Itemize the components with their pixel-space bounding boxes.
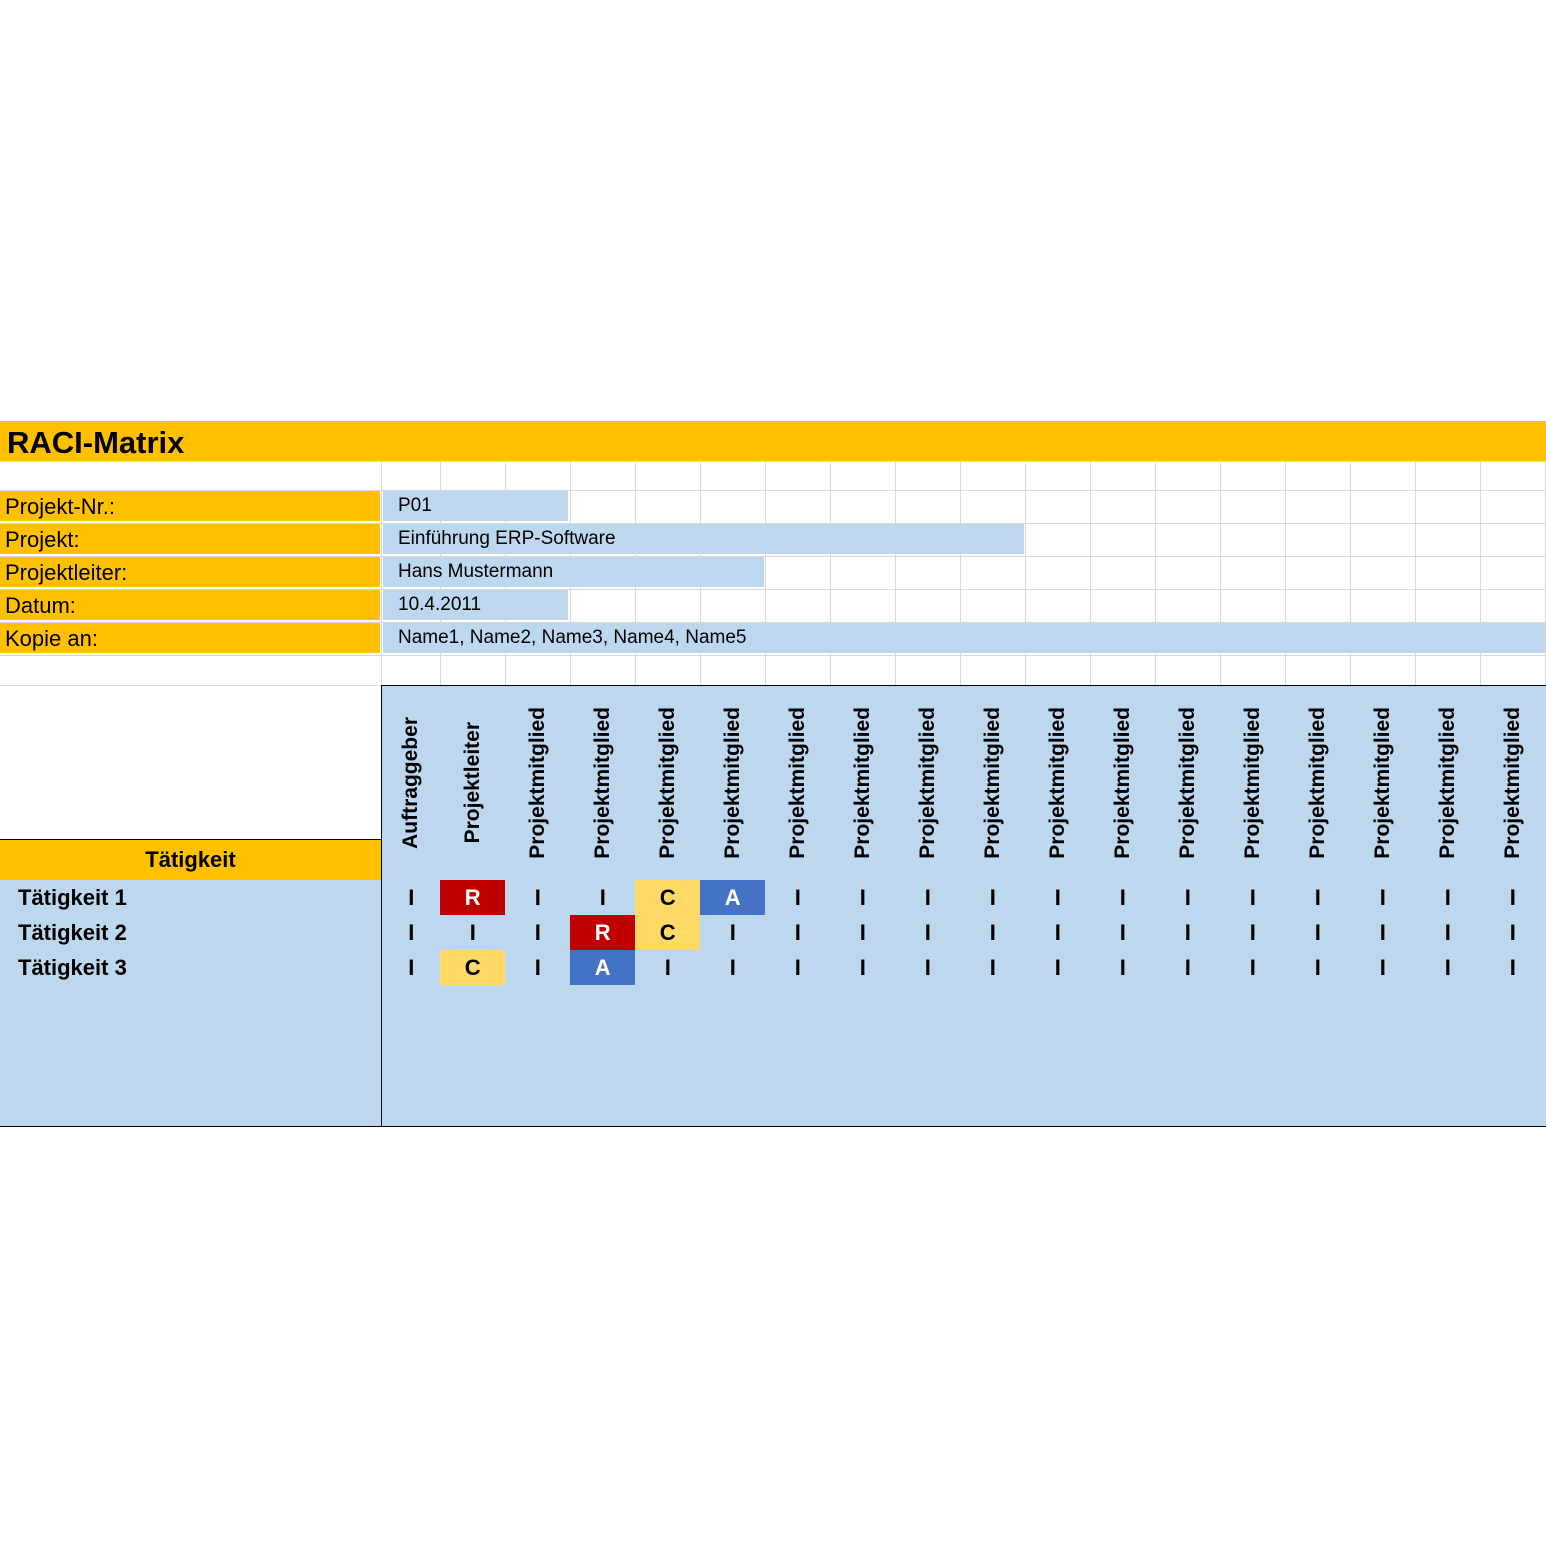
role-header-label: Projektmitglied <box>1370 707 1394 859</box>
raci-cell[interactable]: I <box>1025 880 1092 917</box>
empty-cell[interactable] <box>1090 1020 1157 1057</box>
empty-cell[interactable] <box>1350 1090 1417 1127</box>
empty-cell[interactable] <box>1480 1055 1546 1092</box>
empty-cell[interactable] <box>570 1090 637 1127</box>
role-header-label: Projektmitglied <box>590 707 614 859</box>
empty-cell[interactable] <box>700 1090 767 1127</box>
raci-cell[interactable]: I <box>440 915 507 952</box>
empty-cell[interactable] <box>1090 1055 1157 1092</box>
role-header-label: Projektmitglied <box>655 707 679 859</box>
role-header-label: Projektmitglied <box>1500 707 1524 859</box>
info-label: Projekt-Nr.: <box>0 491 380 521</box>
raci-cell[interactable]: I <box>381 880 442 917</box>
role-header-label: Projektmitglied <box>720 707 744 859</box>
task-label[interactable]: Tätigkeit 1 <box>0 880 382 917</box>
empty-cell[interactable] <box>1155 1020 1222 1057</box>
role-header <box>1220 685 1287 881</box>
empty-cell[interactable] <box>765 1090 832 1127</box>
role-header-label: Projektmitglied <box>1045 707 1069 859</box>
empty-cell[interactable] <box>635 985 702 1022</box>
raci-cell[interactable]: I <box>505 915 572 952</box>
sheet-title: RACI-Matrix <box>0 421 1546 462</box>
raci-cell[interactable]: I <box>895 880 962 917</box>
info-value[interactable]: Einführung ERP-Software <box>383 524 1024 554</box>
empty-cell[interactable] <box>960 985 1027 1022</box>
role-header <box>440 685 507 881</box>
empty-cell[interactable] <box>1025 1090 1092 1127</box>
raci-cell[interactable]: I <box>1090 915 1157 952</box>
role-header <box>1090 685 1157 881</box>
raci-cell[interactable]: I <box>830 915 897 952</box>
role-header-label: Projektmitglied <box>1175 707 1199 859</box>
empty-task-cell[interactable] <box>0 1020 382 1057</box>
role-header-label: Projektmitglied <box>980 707 1004 859</box>
role-header-label: Projektmitglied <box>1435 707 1459 859</box>
role-header <box>830 685 897 881</box>
raci-cell[interactable]: I <box>1350 915 1417 952</box>
raci-cell[interactable]: I <box>1090 880 1157 917</box>
empty-cell[interactable] <box>960 1020 1027 1057</box>
empty-cell[interactable] <box>960 1090 1027 1127</box>
empty-task-cell[interactable] <box>0 985 382 1022</box>
empty-cell[interactable] <box>1480 985 1546 1022</box>
empty-cell[interactable] <box>765 1055 832 1092</box>
info-label: Datum: <box>0 590 380 620</box>
raci-cell[interactable]: I <box>1090 950 1157 987</box>
role-header <box>381 685 442 881</box>
empty-cell[interactable] <box>830 1020 897 1057</box>
role-header <box>570 685 637 881</box>
empty-cell[interactable] <box>505 985 572 1022</box>
info-value[interactable]: P01 <box>383 491 568 521</box>
raci-cell[interactable]: R <box>440 880 507 917</box>
task-label[interactable]: Tätigkeit 2 <box>0 915 382 952</box>
role-header <box>635 685 702 881</box>
empty-cell[interactable] <box>381 1055 442 1092</box>
info-label: Projektleiter: <box>0 557 380 587</box>
role-header-label: Projektmitglied <box>525 707 549 859</box>
matrix-corner <box>0 685 381 840</box>
raci-cell[interactable]: I <box>1480 915 1546 952</box>
raci-cell[interactable]: I <box>1285 880 1352 917</box>
empty-cell[interactable] <box>570 1055 637 1092</box>
raci-cell[interactable]: I <box>895 950 962 987</box>
empty-cell[interactable] <box>381 1020 442 1057</box>
raci-cell[interactable]: I <box>830 950 897 987</box>
empty-cell[interactable] <box>765 1020 832 1057</box>
role-header <box>960 685 1027 881</box>
raci-cell[interactable]: I <box>1350 950 1417 987</box>
empty-cell[interactable] <box>1285 1055 1352 1092</box>
empty-cell[interactable] <box>1285 1020 1352 1057</box>
raci-cell[interactable]: I <box>895 915 962 952</box>
role-header <box>1480 685 1546 881</box>
empty-cell[interactable] <box>1220 1090 1287 1127</box>
empty-cell[interactable] <box>635 1020 702 1057</box>
raci-cell[interactable]: I <box>1220 950 1287 987</box>
raci-cell[interactable]: I <box>1285 950 1352 987</box>
raci-cell[interactable]: I <box>960 915 1027 952</box>
raci-cell[interactable]: I <box>635 950 702 987</box>
raci-cell[interactable]: I <box>1415 950 1482 987</box>
raci-cell[interactable]: I <box>1155 950 1222 987</box>
raci-cell[interactable]: I <box>700 950 767 987</box>
task-label[interactable]: Tätigkeit 3 <box>0 950 382 987</box>
empty-cell[interactable] <box>895 985 962 1022</box>
gridline <box>0 655 1546 656</box>
raci-cell[interactable]: I <box>1025 915 1092 952</box>
empty-cell[interactable] <box>700 1055 767 1092</box>
empty-cell[interactable] <box>1025 1020 1092 1057</box>
empty-cell[interactable] <box>570 985 637 1022</box>
raci-cell[interactable]: I <box>1415 880 1482 917</box>
empty-cell[interactable] <box>1480 1020 1546 1057</box>
raci-cell[interactable]: I <box>1155 880 1222 917</box>
empty-cell[interactable] <box>1415 1055 1482 1092</box>
raci-cell[interactable]: I <box>570 880 637 917</box>
raci-cell[interactable]: C <box>635 915 702 952</box>
role-header-label: Projektmitglied <box>785 707 809 859</box>
empty-cell[interactable] <box>1155 985 1222 1022</box>
role-header-label: Auftraggeber <box>399 717 423 849</box>
info-value[interactable]: Name1, Name2, Name3, Name4, Name5 <box>383 623 1545 653</box>
role-header <box>1155 685 1222 881</box>
raci-cell[interactable]: A <box>570 950 637 987</box>
raci-cell[interactable]: I <box>1350 880 1417 917</box>
empty-cell[interactable] <box>505 1020 572 1057</box>
role-header <box>1025 685 1092 881</box>
empty-cell[interactable] <box>1220 985 1287 1022</box>
empty-cell[interactable] <box>1415 1090 1482 1127</box>
empty-cell[interactable] <box>635 1090 702 1127</box>
raci-cell[interactable]: I <box>1415 915 1482 952</box>
empty-cell[interactable] <box>1285 985 1352 1022</box>
raci-cell[interactable]: I <box>505 880 572 917</box>
empty-cell[interactable] <box>765 985 832 1022</box>
empty-cell[interactable] <box>440 1020 507 1057</box>
info-value[interactable]: Hans Mustermann <box>383 557 764 587</box>
raci-cell[interactable]: I <box>700 915 767 952</box>
raci-cell[interactable]: C <box>635 880 702 917</box>
empty-cell[interactable] <box>1025 985 1092 1022</box>
info-label: Kopie an: <box>0 623 380 653</box>
raci-cell[interactable]: C <box>440 950 507 987</box>
empty-cell[interactable] <box>635 1055 702 1092</box>
raci-cell[interactable]: A <box>700 880 767 917</box>
empty-cell[interactable] <box>505 1090 572 1127</box>
empty-cell[interactable] <box>700 985 767 1022</box>
role-header <box>895 685 962 881</box>
empty-cell[interactable] <box>1350 1020 1417 1057</box>
role-header-label: Projektmitglied <box>1240 707 1264 859</box>
empty-cell[interactable] <box>700 1020 767 1057</box>
empty-cell[interactable] <box>960 1055 1027 1092</box>
role-header-label: Projektmitglied <box>915 707 939 859</box>
raci-cell[interactable]: I <box>765 915 832 952</box>
role-header <box>700 685 767 881</box>
empty-cell[interactable] <box>1480 1090 1546 1127</box>
empty-cell[interactable] <box>570 1020 637 1057</box>
empty-cell[interactable] <box>440 1055 507 1092</box>
raci-cell[interactable]: I <box>381 915 442 952</box>
empty-cell[interactable] <box>505 1055 572 1092</box>
role-header <box>765 685 832 881</box>
role-header <box>1350 685 1417 881</box>
empty-cell[interactable] <box>1220 1055 1287 1092</box>
empty-cell[interactable] <box>895 1020 962 1057</box>
empty-cell[interactable] <box>1220 1020 1287 1057</box>
raci-cell[interactable]: I <box>830 880 897 917</box>
raci-cell[interactable]: I <box>960 880 1027 917</box>
empty-cell[interactable] <box>381 1090 442 1127</box>
empty-cell[interactable] <box>830 1055 897 1092</box>
empty-cell[interactable] <box>440 1090 507 1127</box>
raci-cell[interactable]: I <box>1480 880 1546 917</box>
empty-task-cell[interactable] <box>0 1090 382 1127</box>
info-label: Projekt: <box>0 524 380 554</box>
empty-cell[interactable] <box>1155 1090 1222 1127</box>
empty-cell[interactable] <box>1415 985 1482 1022</box>
raci-cell[interactable]: I <box>1220 880 1287 917</box>
role-header <box>1285 685 1352 881</box>
empty-cell[interactable] <box>895 1090 962 1127</box>
role-header-label: Projektmitglied <box>1305 707 1329 859</box>
raci-cell[interactable]: I <box>765 880 832 917</box>
empty-cell[interactable] <box>830 985 897 1022</box>
raci-cell[interactable]: I <box>765 950 832 987</box>
task-header: Tätigkeit <box>0 839 382 881</box>
role-header <box>505 685 572 881</box>
empty-cell[interactable] <box>1350 1055 1417 1092</box>
empty-cell[interactable] <box>1415 1020 1482 1057</box>
role-header-label: Projektmitglied <box>850 707 874 859</box>
role-header-label: Projektleiter <box>460 722 484 844</box>
raci-cell[interactable]: I <box>1285 915 1352 952</box>
raci-cell[interactable]: I <box>960 950 1027 987</box>
raci-cell[interactable]: R <box>570 915 637 952</box>
info-value[interactable]: 10.4.2011 <box>383 590 568 620</box>
empty-cell[interactable] <box>381 985 442 1022</box>
raci-cell[interactable]: I <box>381 950 442 987</box>
gridline <box>381 461 382 685</box>
empty-cell[interactable] <box>1350 985 1417 1022</box>
empty-cell[interactable] <box>830 1090 897 1127</box>
raci-cell[interactable]: I <box>1220 915 1287 952</box>
gridline <box>0 461 1546 462</box>
empty-cell[interactable] <box>1025 1055 1092 1092</box>
role-header <box>1415 685 1482 881</box>
role-header-label: Projektmitglied <box>1110 707 1134 859</box>
raci-cell[interactable]: I <box>1025 950 1092 987</box>
empty-cell[interactable] <box>1090 985 1157 1022</box>
empty-task-cell[interactable] <box>0 1055 382 1092</box>
empty-cell[interactable] <box>440 985 507 1022</box>
empty-cell[interactable] <box>1155 1055 1222 1092</box>
raci-cell[interactable]: I <box>505 950 572 987</box>
raci-cell[interactable]: I <box>1155 915 1222 952</box>
empty-cell[interactable] <box>895 1055 962 1092</box>
empty-cell[interactable] <box>1090 1090 1157 1127</box>
raci-cell[interactable]: I <box>1480 950 1546 987</box>
empty-cell[interactable] <box>1285 1090 1352 1127</box>
